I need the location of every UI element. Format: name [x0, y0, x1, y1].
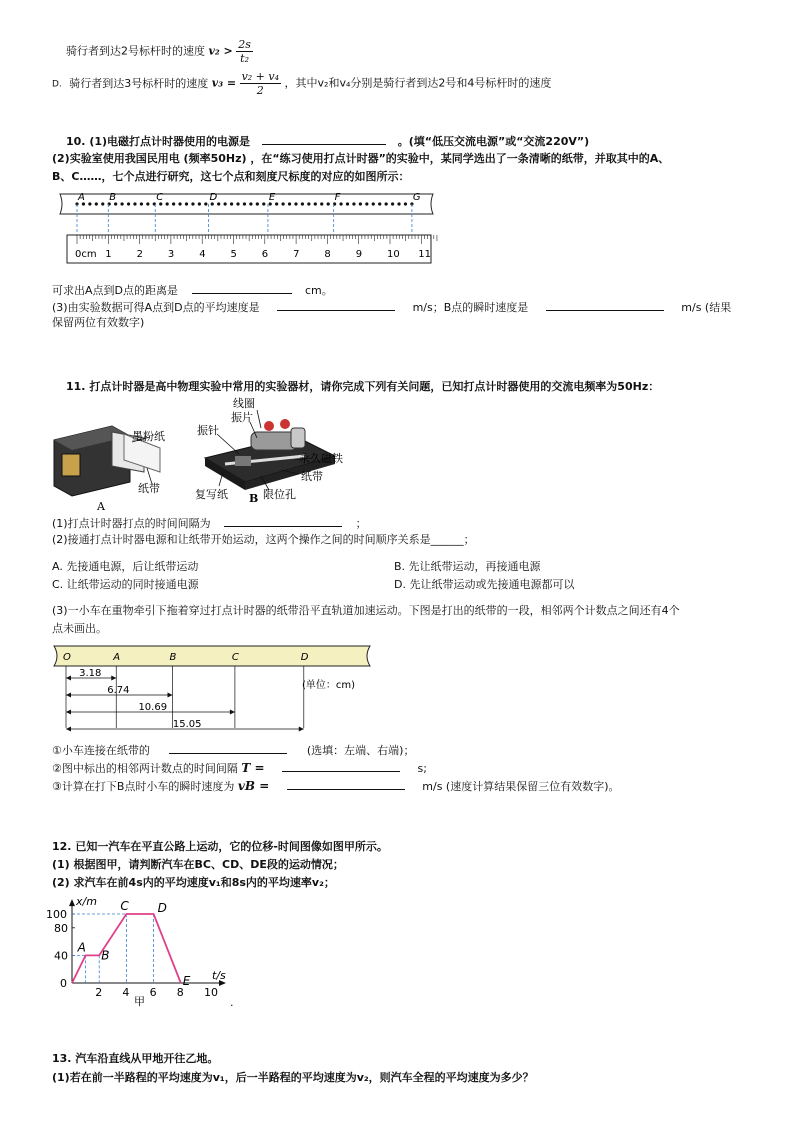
q10-tape-dot	[120, 202, 123, 205]
q11-dim-arrow	[66, 710, 71, 715]
q10-ruler-label: 7	[293, 249, 300, 260]
q13-part1: (1)若在前一半路程的平均速度为v₁，后一半路程的平均速度为v₂，则汽车全程的平均速度为多少？	[52, 1071, 534, 1084]
q11-b-name: B	[249, 492, 259, 505]
q11-b-tape-label: 纸带	[301, 470, 323, 483]
q13-stem: 13. 汽车沿直线从甲地开往乙地。	[52, 1052, 219, 1065]
q10-tape-dot	[301, 202, 304, 205]
q10-tape-dot	[166, 202, 169, 205]
q10-tape-dot	[249, 202, 252, 205]
q11-blank-3[interactable]	[282, 760, 400, 772]
q10-tape-dot	[378, 202, 381, 205]
q10-line3: B、C……，七个点进行研究，这七个点和刻度尺标度的对应的如图所示：	[52, 170, 410, 183]
q10-ruler-label: 3	[167, 249, 175, 260]
q10-ruler-label: 0cm	[75, 249, 97, 260]
q11-b-magnet-label: 永久磁铁	[299, 452, 343, 465]
q9-option-d	[52, 70, 551, 97]
q11-sub3-b: m/s (速度计算结果保留三位有效数字)。	[422, 780, 620, 793]
q10-tape-dot	[307, 202, 310, 205]
q12-xt-graph	[40, 895, 240, 1015]
q12-y-arrow	[69, 899, 75, 906]
q10-tape-dot	[127, 202, 130, 205]
q10-tape-dot	[88, 202, 91, 205]
q11-sub2	[52, 760, 427, 776]
q10-blank-4[interactable]	[546, 299, 664, 311]
q11-stem: 11. 打点计时器是高中物理实验中常用的实验器材，请你完成下列有关问题，已知打点计时器使用的交流电频率为50Hz：	[66, 380, 660, 393]
q12-y-tick: 100	[46, 908, 67, 921]
q10-point-label: F	[334, 192, 341, 203]
q10-tape-dot	[365, 202, 368, 205]
q11-blank-1[interactable]	[224, 515, 342, 527]
q10-tape-dot	[320, 202, 323, 205]
q10-tape-dot	[327, 202, 330, 205]
q12-chart-title: 甲	[134, 995, 145, 1008]
q12-origin-label: 0	[60, 977, 67, 990]
q10-tape-dot	[172, 202, 175, 205]
q11-dim-arrow	[167, 693, 172, 698]
q10-point-label: D	[209, 192, 218, 203]
q10-line1-b: 。(填“低压交流电源”或“交流220V”)	[397, 135, 590, 148]
q10-ruler-label: 4	[199, 249, 206, 260]
q10-ruler-label: 9	[355, 249, 363, 260]
q11-option-d[interactable]: D. 先让纸带运动或先接通电源都可以	[394, 578, 575, 591]
q10-tape-dot	[224, 202, 227, 205]
q10-tape-dot	[140, 202, 143, 205]
q10-tape-dot	[262, 202, 265, 205]
q11-tape-figure	[52, 640, 382, 730]
q11-option-b[interactable]: B. 先让纸带运动，再接通电源	[394, 560, 541, 573]
q10-tape-dot	[133, 202, 136, 205]
q12-point-label: B	[101, 948, 110, 963]
q11-dim-label: 6.74	[107, 685, 130, 696]
q9-option-d-text: 骑行者到达3号标杆时的速度	[69, 76, 209, 90]
q11-dim-arrow	[66, 727, 71, 732]
q12-point-label: C	[120, 899, 129, 913]
q11-point-label: B	[169, 652, 177, 663]
q11-blank-4[interactable]	[287, 778, 405, 790]
q10-tape-dot	[404, 202, 407, 205]
q10-line1	[66, 133, 589, 149]
q10-tape-dot	[281, 202, 284, 205]
q11-dim-label: 10.69	[138, 702, 168, 713]
q11-point-label: O	[63, 652, 71, 663]
q11-blank-2[interactable]	[169, 742, 287, 754]
q11-dim-label: 15.05	[172, 719, 202, 730]
q10-blank-2[interactable]	[192, 282, 292, 294]
q12-x-tick: 4	[122, 986, 130, 999]
q12-part2: (2) 求汽车在前4s内的平均速度v₁和8s内的平均速率v₂；	[52, 876, 335, 889]
q10-tape-dot	[275, 202, 278, 205]
q11-b-coil-label: 线圈	[233, 397, 255, 410]
q10-tape-dot	[243, 202, 246, 205]
q10-ruler-label: 8	[324, 249, 331, 260]
q9-option-d-var: v₃ =	[211, 76, 237, 90]
q11-point-label: D	[300, 652, 309, 663]
q11-sub3-var: vB =	[237, 779, 270, 793]
q11-b-carbon-label: 复写纸	[195, 488, 228, 501]
q11-option-a[interactable]: A. 先接通电源，后让纸带运动	[52, 560, 199, 573]
q10-tape-dot	[397, 202, 400, 205]
q9-line1-num: 2s	[238, 38, 251, 51]
q11-a-name: A	[97, 500, 105, 513]
q10-tape-dot	[95, 202, 98, 205]
q9-line1	[66, 38, 253, 65]
q10-line1-a: 10. (1)电磁打点计时器使用的电源是	[66, 135, 251, 148]
q10-point-label: C	[156, 192, 164, 203]
q12-x-label: t/s	[212, 969, 226, 982]
q10-tape-dot	[294, 202, 297, 205]
q11-sub1-b: (选填：左端、右端)；	[306, 744, 415, 757]
q10-answer1-b: cm。	[305, 284, 333, 297]
q12-x-tick: 2	[95, 986, 103, 999]
q10-tape-dot	[346, 202, 349, 205]
q11-part1	[52, 515, 367, 531]
q11-tape	[54, 646, 370, 666]
q11-sub1	[52, 742, 414, 758]
q11-dim-arrow	[66, 676, 71, 681]
q10-tape-dot	[288, 202, 291, 205]
q10-answer2	[52, 299, 731, 315]
q10-point-label: E	[268, 192, 276, 203]
q11-part1-b: ；	[355, 517, 367, 530]
q9-line1-var: v₂ >	[208, 44, 233, 58]
q12-y-tick: 40	[54, 949, 68, 963]
q12-labels	[46, 895, 226, 1008]
q10-ruler-label: 5	[230, 249, 237, 260]
q11-part3: (3)一小车在重物牵引下拖着穿过打点计时器的纸带沿平直轨道加速运动。下图是打出的纸带的一段，相邻两个计数点之间还有4个	[52, 604, 680, 617]
q9-line1-frac	[236, 38, 253, 65]
q10-tape-dot	[372, 202, 375, 205]
q10-ruler-label: 6	[261, 249, 269, 260]
q10-ruler-label: 2	[136, 249, 143, 260]
q10-blank-3[interactable]	[277, 299, 395, 311]
q9-line1-text: 骑行者到达2号标杆时的速度	[66, 44, 205, 58]
q11-part2: (2)接通打点计时器电源和让纸带开始运动，这两个操作之间的时间顺序关系是______；	[52, 533, 475, 546]
q10-tape-dot	[217, 202, 220, 205]
q10-tape-dot	[314, 202, 317, 205]
q12-y-label: x/m	[76, 895, 97, 909]
q11-b-needle-label: 振针	[197, 424, 219, 437]
q10-answer1	[52, 282, 333, 298]
q10-answer2-d: 保留两位有效数字)	[52, 316, 145, 329]
q11-timer-a-figure	[52, 412, 182, 522]
q9-option-d-label: D.	[52, 79, 62, 90]
q10-tape-dot	[101, 202, 104, 205]
q10-tape-dot	[178, 202, 181, 205]
q11-part1-a: (1)打点计时器打点的时间间隔为	[52, 517, 211, 530]
q10-tape-dot	[352, 202, 355, 205]
q10-tape-dot	[385, 202, 388, 205]
q11-sub3	[52, 778, 620, 794]
q10-point-label: G	[412, 192, 421, 203]
q11-dimension-lines	[66, 668, 304, 732]
q11-a-tape-label: 纸带	[138, 482, 160, 495]
q11-point-label: A	[113, 652, 121, 663]
q10-tape-dot	[391, 202, 394, 205]
q12-x-tick: 10	[204, 986, 218, 999]
q10-tape-dot	[198, 202, 201, 205]
q11-sub1-a: ①小车连接在纸带的	[52, 744, 150, 757]
q10-tape-dot	[204, 202, 207, 205]
q10-tape-dot	[185, 202, 188, 205]
q11-sub3-a: ③计算在打下B点时小车的瞬时速度为	[52, 780, 235, 793]
q11-dim-arrow	[230, 710, 235, 715]
q12-y-tick: 80	[54, 921, 68, 935]
q10-tape-dot	[191, 202, 194, 205]
q11-timer-b-figure	[195, 398, 395, 508]
q11-unit-label: (单位：cm)	[302, 680, 356, 691]
q12-point-label: E	[182, 974, 191, 988]
q12-x-tick: 8	[176, 986, 184, 999]
q10-tape-dot	[359, 202, 362, 205]
q10-blank-1[interactable]	[262, 133, 386, 145]
q10-answer2-b: m/s；B点的瞬时速度是	[412, 301, 529, 314]
q12-trailing-dot: .	[230, 996, 234, 1009]
q10-answer2-c: m/s (结果	[681, 301, 732, 314]
q10-answer1-a: 可求出A点到D点的距离是	[52, 284, 178, 297]
q10-answer2-a: (3)由实验数据可得A点到D点的平均速度是	[52, 301, 260, 314]
q10-tape-ruler-figure	[55, 190, 435, 270]
q12-x-tick: 6	[149, 986, 157, 999]
q12-point-label: D	[157, 901, 167, 915]
q11-option-c[interactable]: C. 让纸带运动的同时接通电源	[52, 578, 199, 591]
q12-part1: (1) 根据图甲，请判断汽车在BC、CD、DE段的运动情况；	[52, 858, 344, 871]
q11-part3-b: 点未画出。	[52, 622, 107, 635]
q10-line2: (2)实验室使用我国民用电 (频率50Hz) ，在“练习使用打点计时器”的实验中，某同学选出了一条清晰的纸带，并取其中的A、	[52, 152, 670, 165]
q11-dim-arrow	[299, 727, 304, 732]
q9-option-d-tail: ，其中v₂和v₄分别是骑行者到达2号和4号标杆时的速度	[284, 76, 552, 90]
q11-b-reed-label: 振片	[231, 411, 253, 424]
q9-option-d-den: 2	[256, 84, 264, 97]
q9-option-d-num: v₂ + v₄	[241, 70, 280, 83]
q10-tape-dot	[236, 202, 239, 205]
q10-ruler-label: 1	[105, 249, 112, 260]
q11-dim-arrow	[111, 676, 116, 681]
q10-tape-dot	[230, 202, 233, 205]
q12-stem: 12. 已知一汽车在平直公路上运动，它的位移-时间图像如图甲所示。	[52, 840, 388, 853]
q10-ruler-label: 10	[387, 249, 400, 260]
q11-point-label: C	[231, 652, 239, 663]
q11-dim-arrow	[66, 693, 71, 698]
q10-ruler-label: 11	[418, 249, 432, 260]
q10-tape-dot	[146, 202, 149, 205]
q11-dim-label: 3.18	[79, 668, 102, 679]
q11-sub2-b: s;	[417, 762, 427, 775]
q11-sub2-a: ②图中标出的相邻两计数点的时间间隔	[52, 762, 238, 775]
q9-line1-den: t₂	[240, 52, 250, 65]
q9-option-d-frac	[240, 70, 281, 97]
q11-sub2-var: T =	[241, 761, 265, 775]
q12-axes	[69, 899, 226, 986]
q10-point-label: A	[78, 192, 85, 203]
q11-a-ink-label: 墨粉纸	[132, 430, 165, 443]
q12-point-label: A	[77, 940, 86, 955]
q10-point-label: B	[109, 192, 117, 203]
q11-b-hole-label: 限位孔	[263, 488, 296, 501]
q10-tape-dot	[256, 202, 259, 205]
